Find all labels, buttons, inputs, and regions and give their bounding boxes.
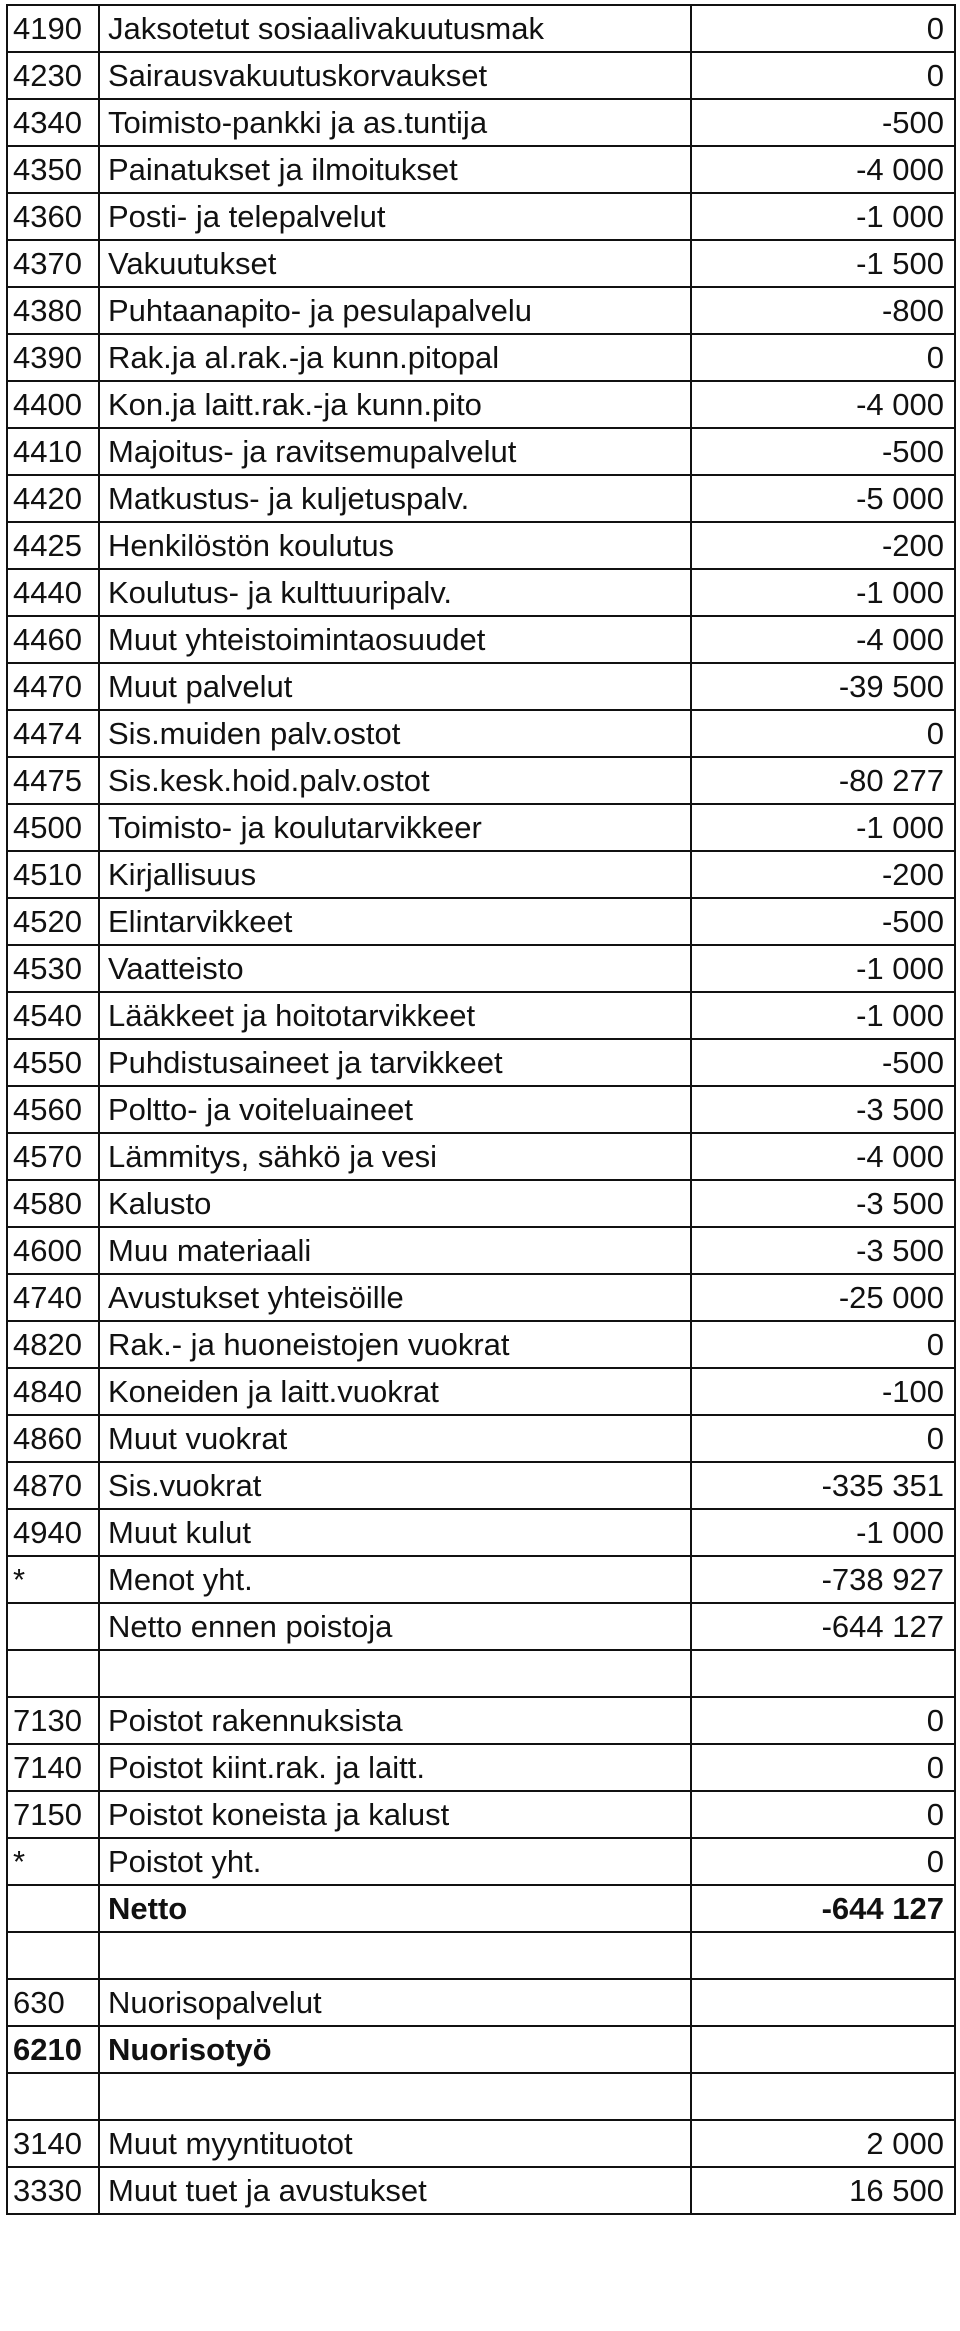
table-row [7,1838,955,1885]
table-row [7,287,955,334]
amount-cell [691,2073,955,2120]
amount-cell: -1 500 [691,240,955,287]
amount-cell: -80 277 [691,757,955,804]
amount-cell: -4 000 [691,381,955,428]
account-name-cell: Rak.- ja huoneistojen vuokrat [99,1321,691,1368]
table-row [7,193,955,240]
amount-cell: 0 [691,710,955,757]
account-code-cell: 4370 [7,240,99,287]
account-name-cell: Puhtaanapito- ja pesulapalvelu [99,287,691,334]
account-code-cell: 4440 [7,569,99,616]
table-row [7,1227,955,1274]
account-code-cell: 4360 [7,193,99,240]
account-code-cell: 4600 [7,1227,99,1274]
amount-cell: -1 000 [691,569,955,616]
table-row [7,428,955,475]
amount-cell: -3 500 [691,1227,955,1274]
table-row [7,52,955,99]
table-row [7,2073,955,2120]
account-name-cell: Toimisto-pankki ja as.tuntija [99,99,691,146]
account-name-cell: Kon.ja laitt.rak.-ja kunn.pito [99,381,691,428]
account-code-cell: * [7,1838,99,1885]
account-code-cell: 4500 [7,804,99,851]
amount-cell: -200 [691,522,955,569]
table-row [7,334,955,381]
amount-cell: -644 127 [691,1603,955,1650]
amount-cell: -800 [691,287,955,334]
amount-cell: 16 500 [691,2167,955,2214]
account-name-cell: Henkilöstön koulutus [99,522,691,569]
amount-cell: -200 [691,851,955,898]
account-name-cell: Posti- ja telepalvelut [99,193,691,240]
account-name-cell: Sis.vuokrat [99,1462,691,1509]
amount-cell: -25 000 [691,1274,955,1321]
table-row [7,475,955,522]
account-name-cell: Nuorisotyö [99,2026,691,2073]
amount-cell: -644 127 [691,1885,955,1932]
amount-cell: -500 [691,428,955,475]
amount-cell: 0 [691,5,955,52]
table-row [7,1039,955,1086]
account-code-cell [7,1603,99,1650]
amount-cell: -4 000 [691,1133,955,1180]
account-code-cell [7,2073,99,2120]
amount-cell [691,1979,955,2026]
account-name-cell: Majoitus- ja ravitsemupalvelut [99,428,691,475]
table-row [7,2167,955,2214]
table-row [7,1086,955,1133]
account-code-cell: 4560 [7,1086,99,1133]
table-row [7,1415,955,1462]
amount-cell: 0 [691,1744,955,1791]
account-name-cell: Matkustus- ja kuljetuspalv. [99,475,691,522]
account-code-cell: 4400 [7,381,99,428]
account-code-cell: 3140 [7,2120,99,2167]
account-name-cell: Vaatteisto [99,945,691,992]
account-code-cell: 4540 [7,992,99,1039]
table-row [7,945,955,992]
table-row [7,5,955,52]
account-code-cell: 6210 [7,2026,99,2073]
account-name-cell: Lääkkeet ja hoitotarvikkeet [99,992,691,1039]
account-code-cell: 4190 [7,5,99,52]
amount-cell: 0 [691,1321,955,1368]
table-row [7,2120,955,2167]
account-code-cell: 4420 [7,475,99,522]
table-row [7,1462,955,1509]
account-name-cell: Avustukset yhteisöille [99,1274,691,1321]
amount-cell: -39 500 [691,663,955,710]
account-name-cell: Poistot kiint.rak. ja laitt. [99,1744,691,1791]
account-code-cell: 4390 [7,334,99,381]
table-row [7,1368,955,1415]
table-row [7,2026,955,2073]
account-name-cell: Kirjallisuus [99,851,691,898]
table-row [7,1697,955,1744]
account-code-cell [7,1932,99,1979]
amount-cell: 2 000 [691,2120,955,2167]
table-row [7,710,955,757]
account-name-cell: Poistot koneista ja kalust [99,1791,691,1838]
account-code-cell: 4460 [7,616,99,663]
account-name-cell: Poistot rakennuksista [99,1697,691,1744]
account-name-cell: Sis.kesk.hoid.palv.ostot [99,757,691,804]
account-code-cell: 3330 [7,2167,99,2214]
account-name-cell: Lämmitys, sähkö ja vesi [99,1133,691,1180]
amount-cell: -500 [691,898,955,945]
amount-cell: 0 [691,1791,955,1838]
account-name-cell [99,2073,691,2120]
budget-table [6,4,956,2215]
amount-cell: 0 [691,1697,955,1744]
table-row [7,1556,955,1603]
table-row [7,99,955,146]
account-name-cell: Rak.ja al.rak.-ja kunn.pitopal [99,334,691,381]
account-name-cell: Menot yht. [99,1556,691,1603]
table-row [7,381,955,428]
table-row [7,851,955,898]
account-name-cell: Painatukset ja ilmoitukset [99,146,691,193]
account-code-cell: 4475 [7,757,99,804]
account-name-cell: Jaksotetut sosiaalivakuutusmak [99,5,691,52]
amount-cell: -500 [691,99,955,146]
account-name-cell: Sis.muiden palv.ostot [99,710,691,757]
account-code-cell: 4340 [7,99,99,146]
amount-cell: -100 [691,1368,955,1415]
amount-cell: -1 000 [691,992,955,1039]
account-code-cell: 4510 [7,851,99,898]
amount-cell: -5 000 [691,475,955,522]
amount-cell: -500 [691,1039,955,1086]
table-row [7,1744,955,1791]
table-row [7,804,955,851]
amount-cell: -4 000 [691,616,955,663]
amount-cell: 0 [691,334,955,381]
amount-cell: -738 927 [691,1556,955,1603]
account-code-cell: 7150 [7,1791,99,1838]
account-code-cell: 4350 [7,146,99,193]
table-row [7,992,955,1039]
amount-cell [691,1932,955,1979]
account-code-cell: 7140 [7,1744,99,1791]
account-name-cell: Muut kulut [99,1509,691,1556]
account-name-cell: Muut palvelut [99,663,691,710]
amount-cell: -3 500 [691,1180,955,1227]
table-row [7,1979,955,2026]
table-row [7,1509,955,1556]
table-row [7,1650,955,1697]
table-row [7,1133,955,1180]
account-name-cell [99,1932,691,1979]
account-code-cell: 4474 [7,710,99,757]
table-row [7,522,955,569]
amount-cell: -1 000 [691,945,955,992]
table-row [7,1791,955,1838]
account-code-cell: 4940 [7,1509,99,1556]
account-name-cell: Muut myyntituotot [99,2120,691,2167]
amount-cell: 0 [691,1838,955,1885]
amount-cell: -4 000 [691,146,955,193]
account-code-cell: 4230 [7,52,99,99]
account-name-cell: Muut tuet ja avustukset [99,2167,691,2214]
account-code-cell: 4570 [7,1133,99,1180]
amount-cell [691,1650,955,1697]
table-row [7,898,955,945]
account-code-cell: 4840 [7,1368,99,1415]
account-code-cell: 4425 [7,522,99,569]
budget-table-body [7,5,955,2214]
amount-cell: -1 000 [691,804,955,851]
amount-cell: -3 500 [691,1086,955,1133]
account-code-cell: 7130 [7,1697,99,1744]
account-name-cell: Elintarvikkeet [99,898,691,945]
account-code-cell: 4380 [7,287,99,334]
account-name-cell: Muut yhteistoimintaosuudet [99,616,691,663]
account-name-cell: Muut vuokrat [99,1415,691,1462]
account-code-cell: 4550 [7,1039,99,1086]
account-code-cell: 4580 [7,1180,99,1227]
table-row [7,1932,955,1979]
account-code-cell: * [7,1556,99,1603]
account-name-cell: Koulutus- ja kulttuuripalv. [99,569,691,616]
account-code-cell: 4470 [7,663,99,710]
table-row [7,1321,955,1368]
table-row [7,1603,955,1650]
account-name-cell: Netto ennen poistoja [99,1603,691,1650]
table-row [7,616,955,663]
table-row [7,1885,955,1932]
table-row [7,1274,955,1321]
account-name-cell: Toimisto- ja koulutarvikkeer [99,804,691,851]
account-code-cell: 4530 [7,945,99,992]
account-code-cell: 4740 [7,1274,99,1321]
account-name-cell: Vakuutukset [99,240,691,287]
account-code-cell: 4860 [7,1415,99,1462]
account-name-cell: Poltto- ja voiteluaineet [99,1086,691,1133]
account-code-cell [7,1650,99,1697]
table-row [7,569,955,616]
account-name-cell: Sairausvakuutuskorvaukset [99,52,691,99]
account-name-cell: Nuorisopalvelut [99,1979,691,2026]
amount-cell: 0 [691,52,955,99]
table-row [7,146,955,193]
amount-cell [691,2026,955,2073]
account-code-cell: 630 [7,1979,99,2026]
amount-cell: -1 000 [691,1509,955,1556]
amount-cell: -335 351 [691,1462,955,1509]
table-row [7,757,955,804]
account-code-cell: 4870 [7,1462,99,1509]
account-name-cell: Muu materiaali [99,1227,691,1274]
account-name-cell [99,1650,691,1697]
table-row [7,1180,955,1227]
account-name-cell: Kalusto [99,1180,691,1227]
account-name-cell: Netto [99,1885,691,1932]
account-name-cell: Poistot yht. [99,1838,691,1885]
account-code-cell: 4410 [7,428,99,475]
account-code-cell [7,1885,99,1932]
amount-cell: -1 000 [691,193,955,240]
table-row [7,663,955,710]
amount-cell: 0 [691,1415,955,1462]
account-code-cell: 4520 [7,898,99,945]
table-row [7,240,955,287]
account-name-cell: Koneiden ja laitt.vuokrat [99,1368,691,1415]
account-code-cell: 4820 [7,1321,99,1368]
account-name-cell: Puhdistusaineet ja tarvikkeet [99,1039,691,1086]
